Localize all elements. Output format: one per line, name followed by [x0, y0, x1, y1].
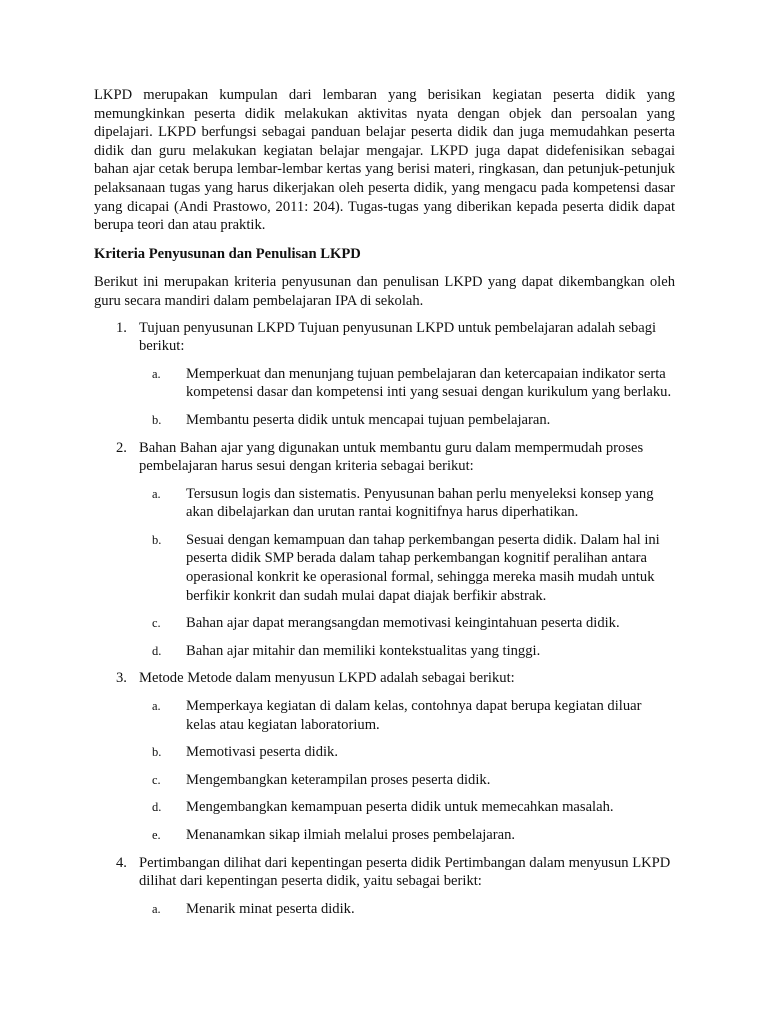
item-number: 3. [116, 670, 127, 687]
sub-item-letter: c. [152, 616, 161, 631]
intro-paragraph: LKPD merupakan kumpulan dari lembaran yang berisikan kegiatan peserta didik yang memungkinkan peserta didik melakukan aktivitas nyata dengan objek dan persoalan yang dipelajari. LKPD berfungsi sebagai panduan belajar peserta didik dan juga memudahkan peserta didik dan guru melakukan kegiatan belajar mengajar. LKPD juga dapat didefenisikan sebagai bahan ajar cetak berupa lembar-lembar kertas yang berisi materi, ringkasan, dan petunjuk-petunjuk pelaksanaan tugas yang harus dikerjakan oleh peserta didik, yang mengacu pada kompetensi dasar yang dicapai (Andi Prastowo, 2011: 204). Tugas-tugas yang diberikan kepada peserta didik dapat berupa teori dan atau praktik. [94, 87, 675, 234]
sub-item-text: Memperkaya kegiatan di dalam kelas, contohnya dapat berupa kegiatan diluar kelas atau kegiatan laboratorium. [186, 698, 642, 733]
sub-item-letter: e. [152, 828, 161, 842]
criteria-item-2 [94, 439, 675, 661]
sub-item [139, 798, 675, 817]
criteria-item-1 [94, 319, 675, 430]
section-heading: Kriteria Penyusunan dan Penulisan LKPD [94, 245, 361, 262]
item-text: Pertimbangan dilihat dari kepentingan peserta didik Pertimbangan dalam menyusun LKPD dilihat dari kepentingan peserta didik, yaitu sebagai berikt: [139, 854, 671, 890]
sub-item-letter: b. [152, 412, 162, 427]
sub-list [139, 365, 675, 430]
sub-item-letter: c. [152, 772, 161, 787]
sub-item-text: Membantu peserta didik untuk mencapai tujuan pembelajaran. [186, 411, 551, 428]
sub-item-text: Memperkuat dan menunjang tujuan pembelajaran dan ketercapaian indikator serta kompetensi dasar dan kompetensi inti yang sesuai dengan kurikulum yang berlaku. [186, 365, 672, 401]
sub-item [139, 614, 675, 633]
sub-item [139, 900, 675, 919]
sub-item-text: Bahan ajar mitahir dan memiliki kontekstualitas yang tinggi. [186, 642, 541, 659]
criteria-item-4 [94, 854, 675, 919]
sub-item-text: Sesuai dengan kemampuan dan tahap perkembangan peserta didik. Dalam hal ini peserta didik SMP berada dalam tahap perkembangan kognitif peralihan antara operasional konkrit ke operasional formal, sehingga mereka masih mudah untuk berfikir konkrit dan sudah mulai dapat diajak berfikir abstrak. [186, 531, 660, 604]
sub-item-letter: b. [152, 532, 162, 547]
criteria-list [94, 319, 675, 919]
criteria-item-3 [94, 669, 675, 844]
sub-item [139, 485, 675, 522]
sub-item-text: Mengembangkan kemampuan peserta didik untuk memecahkan masalah. [186, 799, 614, 816]
item-text: Tujuan penyusunan LKPD Tujuan penyusunan LKPD untuk pembelajaran adalah sebagi berikut: [139, 319, 657, 355]
sub-item [139, 826, 675, 845]
sub-item-text: Menarik minat peserta didik. [186, 900, 355, 917]
lead-paragraph: Berikut ini merupakan kriteria penyusunan dan penulisan LKPD yang dapat dikembangkan oleh guru secara mandiri dalam pembelajaran IPA di sekolah. [94, 274, 675, 309]
sub-item [139, 743, 675, 762]
sub-item-text: Tersusun logis dan sistematis. Penyusunan bahan perlu menyeleksi konsep yang akan dibelajarkan dan urutan rantai kognitifnya harus diperhatikan. [186, 485, 654, 521]
sub-item-letter: a. [152, 901, 161, 916]
sub-list [139, 900, 675, 919]
sub-item [139, 411, 675, 430]
sub-item-letter: a. [152, 366, 161, 381]
sub-item-text: Memotivasi peserta didik. [186, 744, 338, 761]
sub-item-letter: b. [152, 745, 162, 760]
item-number: 4. [116, 854, 127, 871]
sub-item-text: Mengembangkan keterampilan proses peserta didik. [186, 771, 491, 788]
item-text: Metode Metode dalam menyusun LKPD adalah sebagai berikut: [139, 670, 515, 687]
sub-item [139, 642, 675, 661]
sub-item [139, 531, 675, 605]
sub-list [139, 697, 675, 845]
sub-item-text: Menanamkan sikap ilmiah melalui proses pembelajaran. [186, 827, 516, 843]
sub-item-letter: d. [152, 643, 162, 658]
item-text: Bahan Bahan ajar yang digunakan untuk membantu guru dalam mempermudah proses pembelajaran harus sesui dengan kriteria sebagai berikut: [139, 439, 644, 475]
sub-item-letter: d. [152, 800, 162, 815]
sub-item [139, 697, 675, 734]
sub-item-text: Bahan ajar dapat merangsangdan memotivasi keingintahuan peserta didik. [186, 615, 620, 632]
document-page [94, 86, 675, 927]
sub-list [139, 485, 675, 661]
item-number: 2. [116, 439, 127, 456]
sub-item [139, 771, 675, 790]
sub-item [139, 365, 675, 402]
sub-item-letter: a. [152, 486, 161, 501]
item-number: 1. [116, 319, 127, 336]
sub-item-letter: a. [152, 699, 161, 714]
